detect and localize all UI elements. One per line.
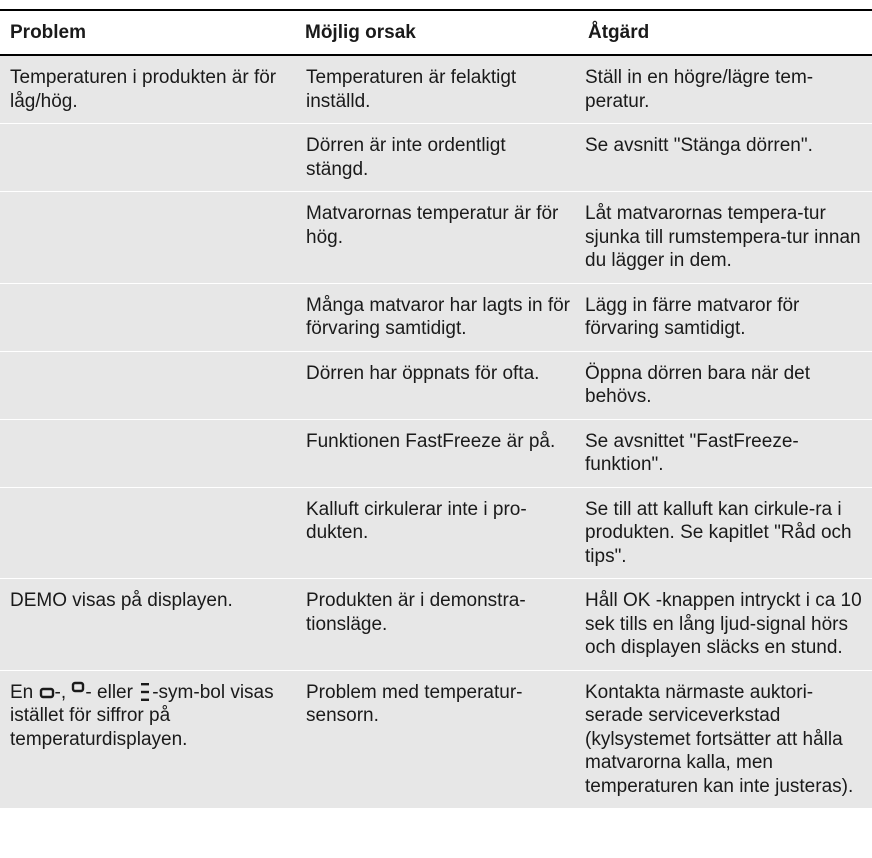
- action-cell: Se avsnitt "Stänga dörren".: [585, 135, 813, 156]
- action-cell: Låt matvarornas tempera-tur sjunka till rumstempera-tur innan du lägger in dem.: [585, 203, 861, 271]
- cause-cell: Problem med temperatur-sensorn.: [306, 681, 523, 726]
- action-cell: Håll OK -knappen intryckt i ca 10 sek tills en lång ljud-signal hörs och displayen släcks en stund.: [585, 590, 862, 658]
- troubleshooting-table: [0, 9, 872, 809]
- table-row: [0, 487, 872, 579]
- cause-cell: Temperaturen är felaktigt inställd.: [306, 67, 517, 112]
- action-cell: Se avsnittet "FastFreeze-funktion".: [585, 430, 799, 475]
- header-action: Åtgärd: [588, 22, 650, 43]
- cause-cell: Dörren är inte ordentligt stängd.: [306, 135, 506, 180]
- problem-cell: DEMO visas på displayen.: [10, 590, 233, 611]
- problem-cell: [0, 124, 295, 192]
- symbol-text-3: - eller: [85, 681, 133, 703]
- action-cell: Lägg in färre matvaror för förvaring samtidigt.: [585, 294, 800, 339]
- table-row: [0, 419, 872, 487]
- table-row: [0, 670, 872, 809]
- segment-three-bars-icon: [138, 681, 152, 705]
- cause-cell: Dörren har öppnats för ofta.: [306, 362, 540, 384]
- action-cell: Kontakta närmaste auktori-serade serviceverkstad (kylsystemet fortsätter att hålla matvarorna kalla, men temperaturen kan inte justeras).: [585, 681, 854, 797]
- action-cell: Se till att kalluft kan cirkule-ra i produkten. Se kapitlet "Råd och tips".: [585, 498, 852, 567]
- problem-cell: [0, 419, 295, 487]
- action-cell: Öppna dörren bara när det behövs.: [585, 362, 810, 407]
- symbol-text-1: En: [10, 681, 34, 703]
- symbol-text-4: -sym-bol visas istället för siffror på temperaturdisplayen.: [10, 681, 274, 750]
- table-row: [0, 124, 872, 192]
- cause-cell: Produkten är i demonstra-tionsläge.: [306, 590, 526, 635]
- table-row: [0, 351, 872, 419]
- table-row: [0, 579, 872, 671]
- problem-cell-symbols: [0, 670, 295, 809]
- header-cause: Möjlig orsak: [305, 22, 416, 43]
- table-row: [0, 283, 872, 351]
- segment-top-box-icon: [71, 681, 85, 705]
- problem-cell: Temperaturen i produkten är för låg/hög.: [10, 67, 277, 112]
- symbol-text-2: -,: [54, 681, 67, 703]
- problem-cell: [0, 192, 295, 284]
- table-row: [0, 55, 872, 124]
- problem-cell: [0, 487, 295, 579]
- segment-bottom-box-icon: [39, 681, 55, 705]
- cause-cell: Kalluft cirkulerar inte i pro-dukten.: [306, 498, 527, 543]
- cause-cell: Funktionen FastFreeze är på.: [306, 430, 556, 452]
- table-row: [0, 192, 872, 284]
- problem-cell: [0, 283, 295, 351]
- table-header-row: [0, 10, 872, 55]
- cause-cell: Matvarornas temperatur är för hög.: [306, 203, 559, 248]
- problem-cell: [0, 351, 295, 419]
- cause-cell: Många matvaror har lagts in för förvaring samtidigt.: [306, 294, 571, 339]
- header-problem: Problem: [10, 22, 87, 43]
- action-cell: Ställ in en högre/lägre tem-peratur.: [585, 67, 814, 112]
